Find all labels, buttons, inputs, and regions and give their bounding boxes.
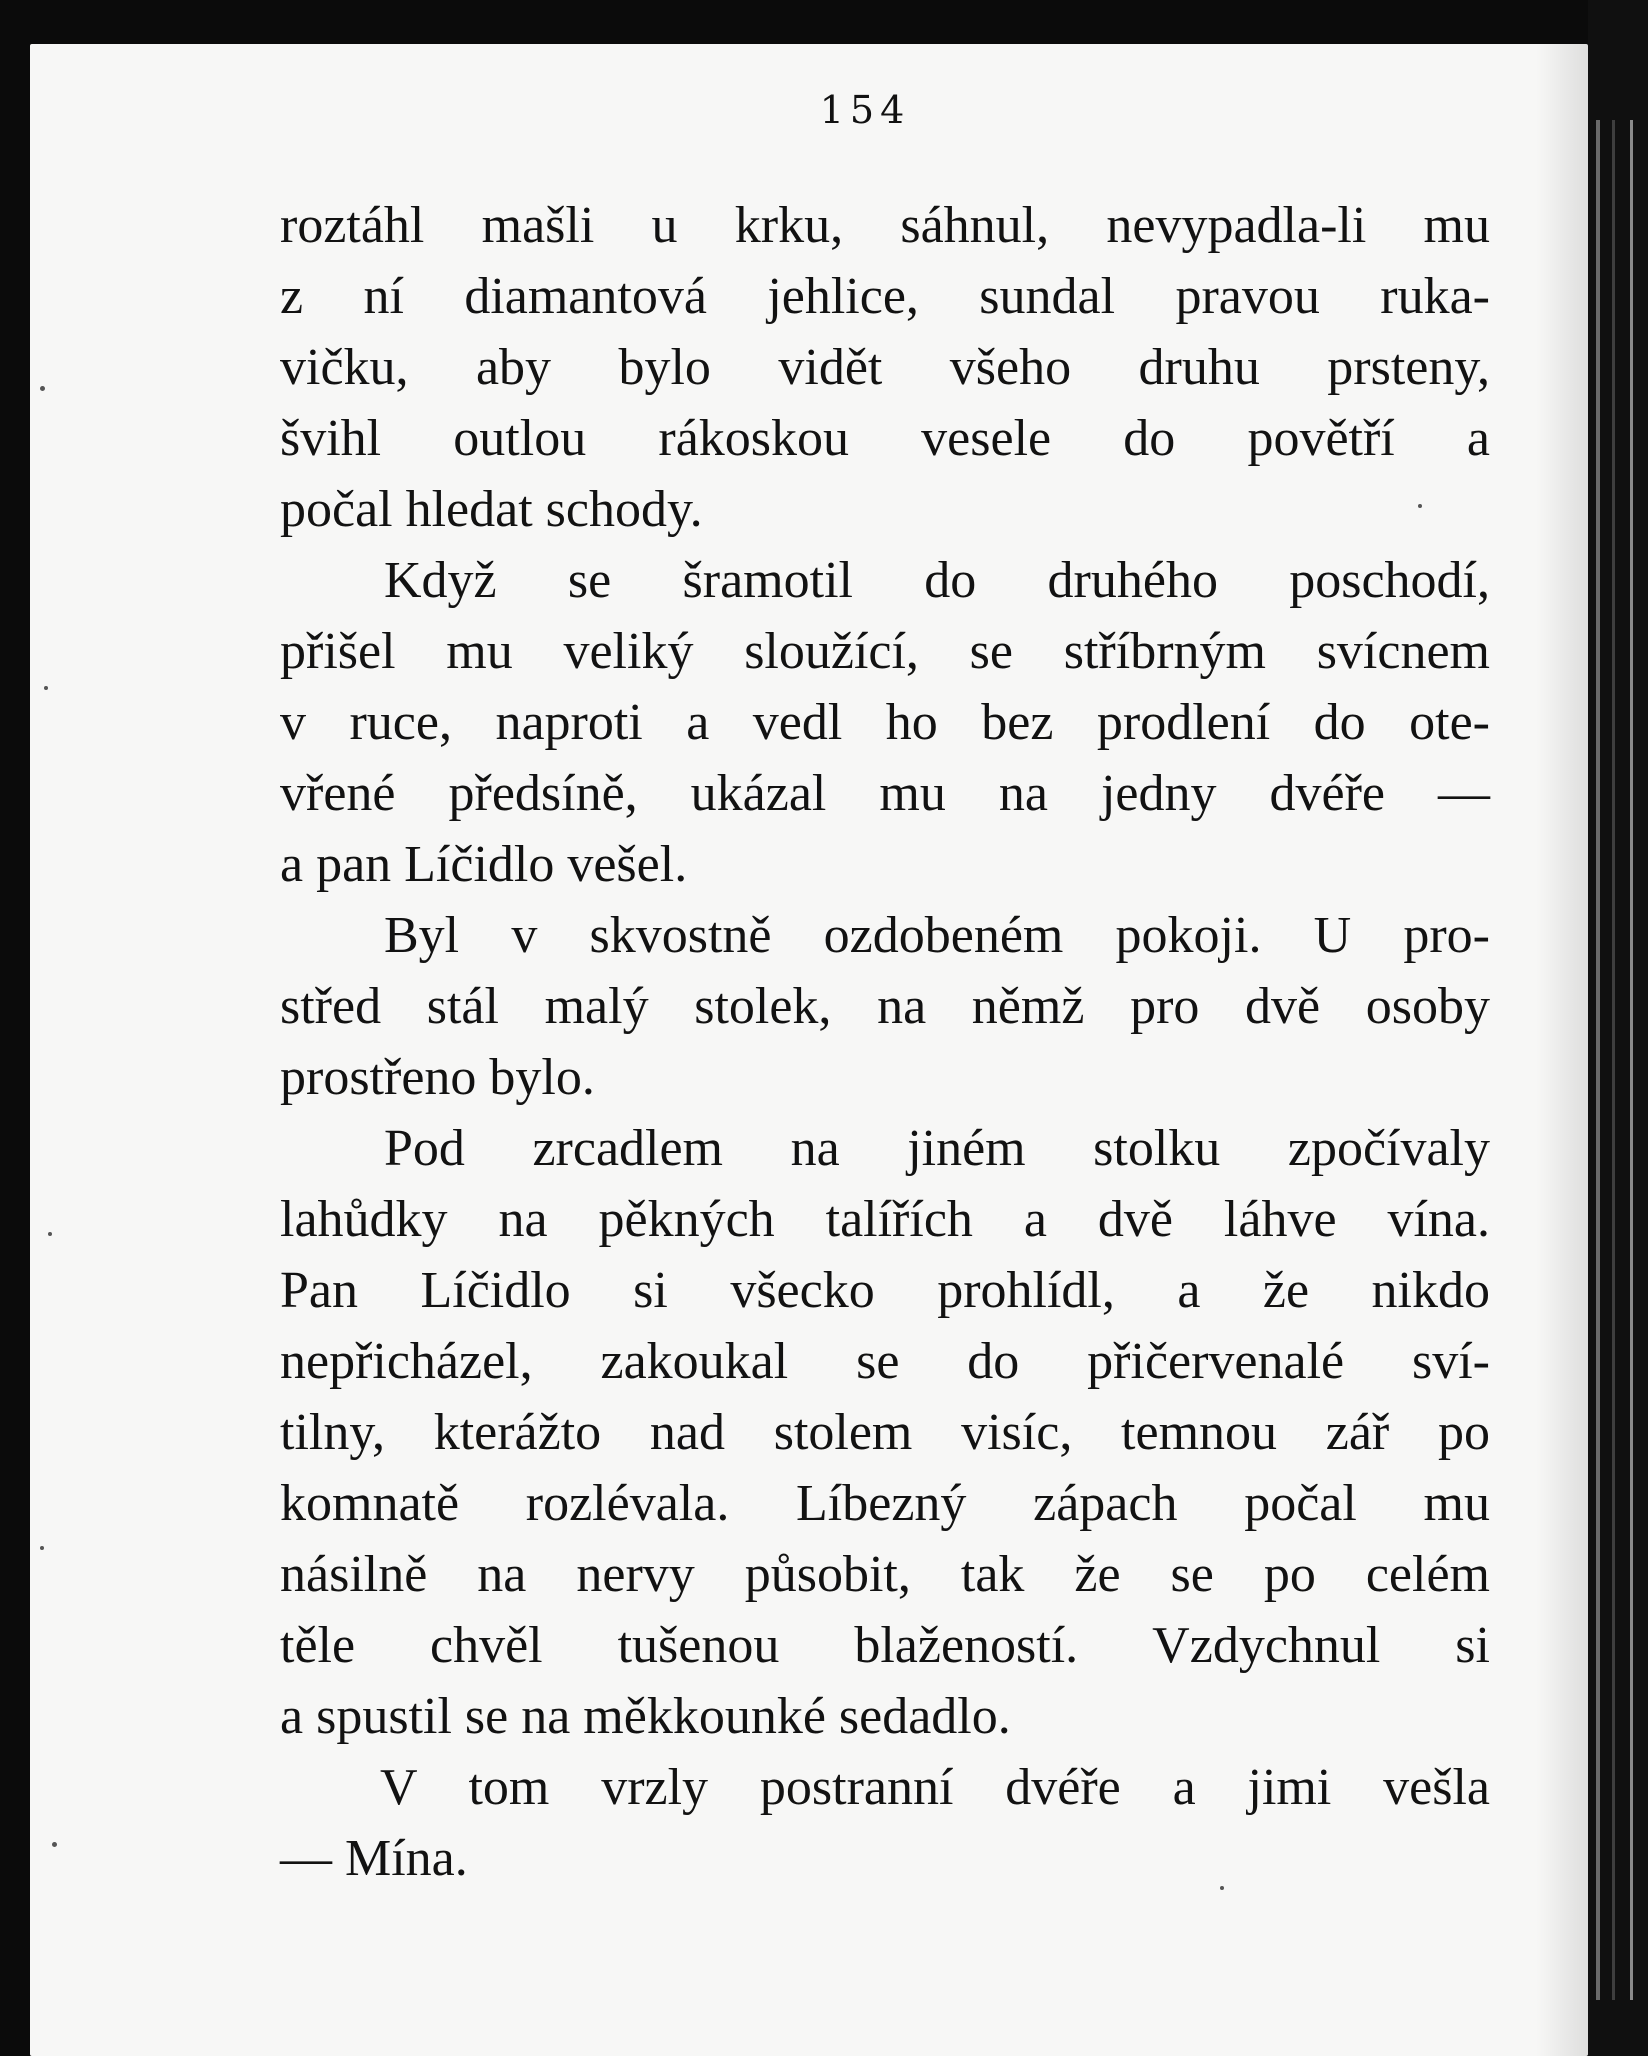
- text-line: nepřicházel, zakoukal se do přičervenalé sví-: [280, 1333, 1490, 1390]
- text-line: počal hledat schody.: [280, 481, 703, 538]
- text-line: prostřeno bylo.: [280, 1049, 595, 1106]
- scan-speck: [52, 1842, 57, 1847]
- text-line: násilně na nervy působit, tak že se po celém: [280, 1546, 1490, 1603]
- text-line: střed stál malý stolek, na němž pro dvě osoby: [280, 978, 1490, 1035]
- text-line: tilny, kterážto nad stolem visíc, temnou zář po: [280, 1404, 1490, 1461]
- text-line: Pan Líčidlo si všecko prohlídl, a že nikdo: [280, 1262, 1490, 1319]
- page-number: 154: [819, 88, 911, 132]
- book-edge-line: [1612, 120, 1615, 2000]
- text-line: v ruce, naproti a vedl ho bez prodlení do ote-: [280, 694, 1490, 751]
- paragraph-first-line: Když se šramotil do druhého poschodí,: [384, 552, 1490, 609]
- scan-speck: [48, 1232, 52, 1236]
- text-line: těle chvěl tušenou blažeností. Vzdychnul si: [280, 1617, 1490, 1674]
- body-text: [280, 190, 1490, 1894]
- book-edge-line: [1630, 120, 1633, 2000]
- gutter-shadow: [1536, 44, 1588, 2056]
- scan-speck: [40, 386, 45, 391]
- text-line: vičku, aby bylo vidět všeho druhu prsteny,: [280, 339, 1490, 396]
- scan-speck: [44, 686, 48, 690]
- paragraph-first-line: Byl v skvostně ozdobeném pokoji. U pro-: [384, 907, 1490, 964]
- text-line: švihl outlou rákoskou vesele do povětří a: [280, 410, 1490, 467]
- text-line: roztáhl mašli u krku, sáhnul, nevypadla-li mu: [280, 197, 1490, 254]
- text-line: lahůdky na pěkných talířích a dvě láhve vína.: [280, 1191, 1490, 1248]
- scan-speck: [40, 1546, 44, 1550]
- text-line: a spustil se na měkkounké sedadlo.: [280, 1688, 1011, 1745]
- text-line: z ní diamantová jehlice, sundal pravou ruka-: [280, 268, 1490, 325]
- text-line: vřené předsíně, ukázal mu na jedny dvéře —: [280, 765, 1490, 822]
- paragraph-first-line: V tom vrzly postranní dvéře a jimi vešla: [380, 1759, 1490, 1816]
- text-line: a pan Líčidlo vešel.: [280, 836, 688, 893]
- book-edge-line: [1596, 120, 1600, 2000]
- scan-speck: [1220, 1886, 1224, 1890]
- text-line: přišel mu veliký sloužící, se stříbrným svícnem: [280, 623, 1490, 680]
- text-line: — Mína.: [280, 1830, 468, 1887]
- scan-speck: [1418, 504, 1422, 508]
- paragraph-first-line: Pod zrcadlem na jiném stolku zpočívaly: [384, 1120, 1490, 1177]
- text-line: komnatě rozlévala. Líbezný zápach počal mu: [280, 1475, 1490, 1532]
